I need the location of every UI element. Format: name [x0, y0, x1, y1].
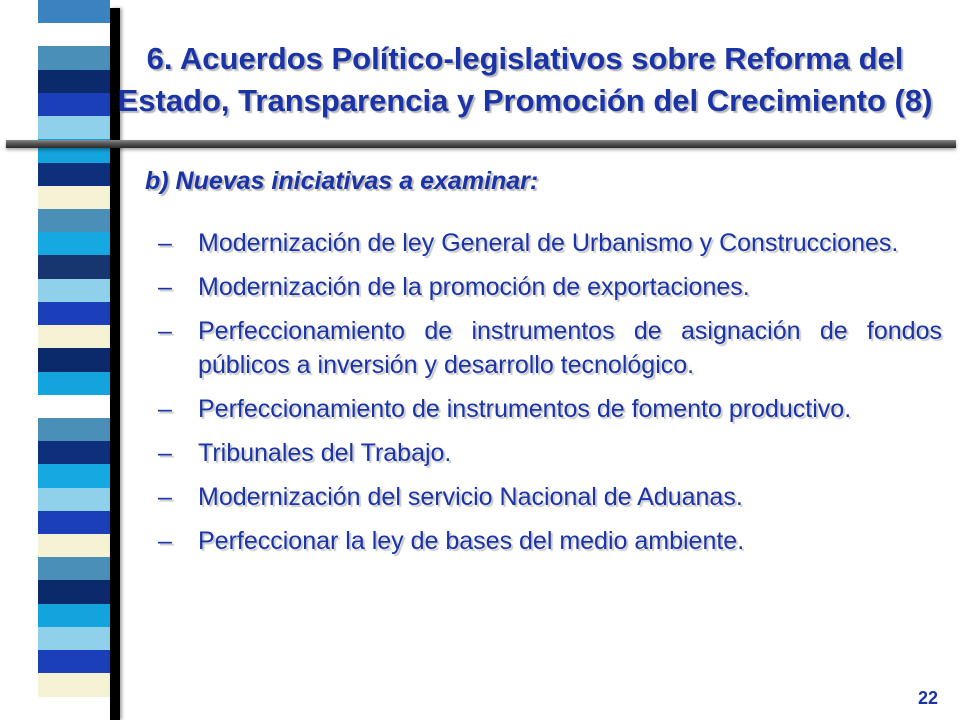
dash-bullet: –: [158, 527, 172, 555]
stripe-segment: [38, 325, 110, 348]
dash-bullet: –: [158, 439, 172, 467]
slide-title: 6. Acuerdos Político-legislativos sobre Reforma del Estado, Transparencia y Promoción del Crecimiento (8): [117, 41, 933, 118]
horizontal-divider-line: [6, 140, 956, 148]
dash-bullet: –: [158, 317, 172, 345]
list-item-text: Perfeccionamiento de instrumentos de fomento productivo.: [198, 395, 852, 423]
list-item: [158, 436, 942, 470]
dash-bullet: –: [158, 273, 172, 301]
list-item-text: Modernización del servicio Nacional de Aduanas.: [198, 483, 743, 511]
list-item: [158, 226, 942, 260]
list-item: [158, 392, 942, 426]
stripe-segment: [38, 186, 110, 209]
dash-bullet: –: [158, 395, 172, 423]
stripe-segment: [38, 697, 110, 720]
dash-bullet: –: [158, 483, 172, 511]
stripe-segment: [38, 372, 110, 395]
stripe-segment: [38, 395, 110, 418]
list-item: [158, 270, 942, 304]
stripe-segment: [38, 279, 110, 302]
stripe-segment: [38, 255, 110, 278]
stripe-segment: [38, 348, 110, 371]
list-item-text: Modernización de la promoción de exportaciones.: [198, 273, 750, 301]
list-item-text: Perfeccionar la ley de bases del medio ambiente.: [198, 527, 745, 555]
list-item: [158, 524, 942, 558]
slide-subtitle: b) Nuevas iniciativas a examinar:: [145, 167, 539, 195]
page-number: 22: [918, 688, 939, 708]
stripe-segment: [38, 441, 110, 464]
stripe-segment: [38, 232, 110, 255]
initiatives-list: [158, 226, 942, 568]
stripe-segment: [38, 418, 110, 441]
stripe-segment: [38, 0, 110, 23]
stripe-segment: [38, 557, 110, 580]
stripe-segment: [38, 604, 110, 627]
stripe-segment: [38, 209, 110, 232]
stripe-segment: [38, 488, 110, 511]
stripe-segment: [38, 163, 110, 186]
stripe-segment: [38, 673, 110, 696]
stripe-segment: [38, 464, 110, 487]
stripe-segment: [38, 650, 110, 673]
stripe-segment: [38, 627, 110, 650]
list-item: [158, 480, 942, 514]
list-item-text: Modernización de ley General de Urbanismo y Construcciones.: [198, 229, 899, 257]
list-item: [158, 314, 942, 382]
dash-bullet: –: [158, 229, 172, 257]
stripe-segment: [38, 511, 110, 534]
stripe-segment: [38, 534, 110, 557]
stripe-segment: [38, 302, 110, 325]
list-item-text: Perfeccionamiento de instrumentos de asignación de fondos públicos a inversión y desarrollo tecnológico.: [198, 317, 942, 379]
stripe-segment: [38, 580, 110, 603]
list-item-text: Tribunales del Trabajo.: [198, 439, 452, 467]
